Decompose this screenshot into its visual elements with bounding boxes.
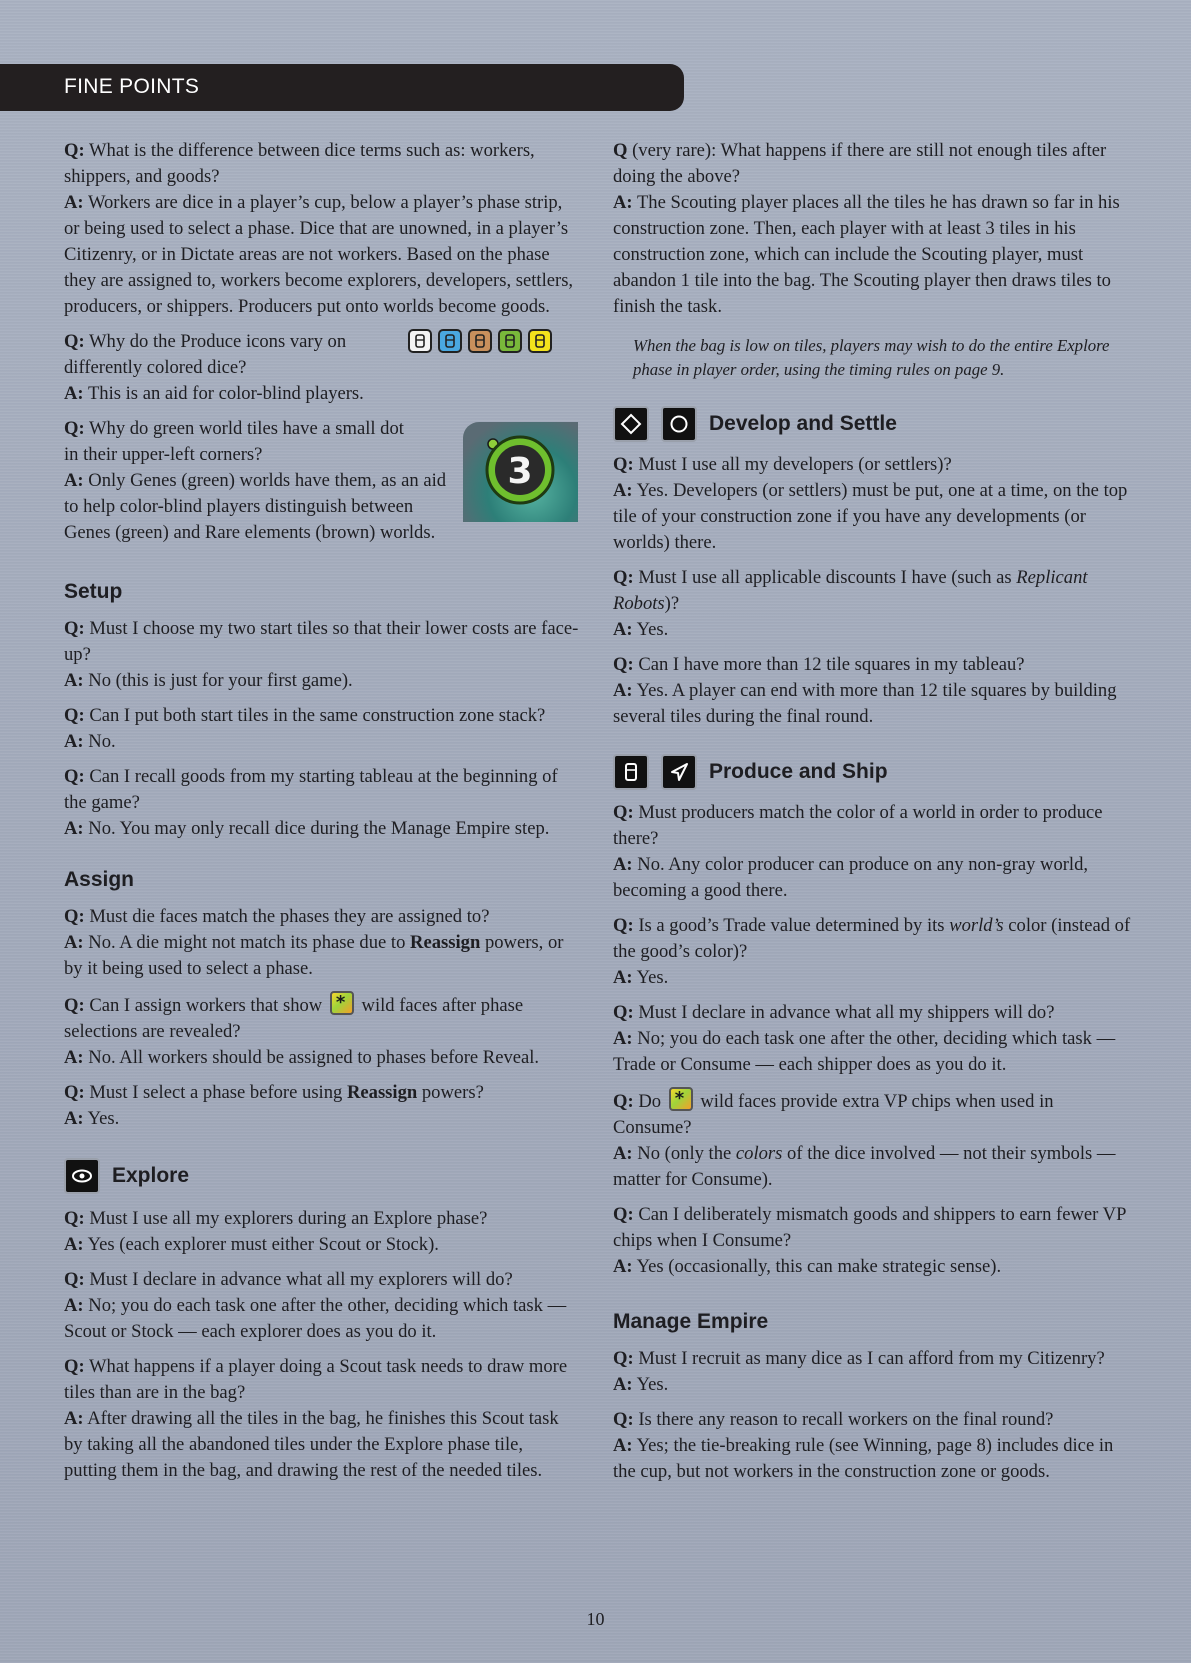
setup-qa-3: Q: Can I recall goods from my starting tableau at the beginning of the game? A: No. You may only recall dice during the Manage Empire step.: [64, 766, 558, 839]
develop-diamond-icon: [613, 406, 649, 442]
explore-qa-3: Q: What happens if a player doing a Scout task needs to draw more tiles than are in the bag? A: After drawing all the tiles in the bag, he finishes this Scout task by taking all the abandoned tiles under the Explore phase tile, putting them in the bag, and drawing the rest of the needed tiles.: [64, 1356, 568, 1481]
setup-qa-1: Q: Must I choose my two start tiles so that their lower costs are face-up? A: No (this is just for your first game).: [64, 618, 579, 691]
produce-qa-2: Q: Is a good’s Trade value determined by its world’s color (instead of the good’s color)? A: Yes.: [613, 915, 1131, 988]
assign-heading: Assign: [64, 868, 135, 891]
setup-qa-2: Q: Can I put both start tiles in the same construction zone stack? A: No.: [64, 705, 546, 752]
develop-settle-heading: Develop and Settle: [613, 406, 1133, 442]
setup-heading: Setup: [64, 580, 123, 603]
develop-qa-2: Q: Must I use all applicable discounts I have (such as Replicant Robots)? A: Yes.: [613, 567, 1088, 640]
manage-empire-heading: Manage Empire: [613, 1310, 769, 1333]
ship-rocket-icon: [661, 754, 697, 790]
rare-qa: Q (very rare): What happens if there are still not enough tiles after doing the above? A: The Scouting player places all the tiles he has drawn so far in his construction zone. Then, each player with at least 3 tiles in his construction zone, which can include the Scouting player, must abandon 1 tile into the bag. The Scouting player then draws tiles to finish the task.: [613, 140, 1120, 317]
intro-qa-3: Q: Why do green world tiles have a small dot in their upper-left corners? A: Only Genes (green) worlds have them, as an aid to help color-blind players distinguish between Genes (green) and Rare elements (brown) worlds.: [64, 418, 447, 543]
produce-icon-green: [498, 329, 522, 353]
explore-qa-2: Q: Must I declare in advance what all my explorers will do? A: No; you do each task one after the other, deciding which task — Scout or Stock — each explorer does as you do it.: [64, 1269, 567, 1342]
manage-qa-1: Q: Must I recruit as many dice as I can afford from my Citizenry? A: Yes.: [613, 1348, 1105, 1395]
tile-number: 3: [507, 451, 533, 492]
page-number: 10: [586, 1609, 605, 1629]
produce-icon-brown: [468, 329, 492, 353]
intro-qa-2: Q: Why do the Produce icons vary on differently colored dice? A: This is an aid for color-blind players.: [64, 329, 580, 407]
produce-icon-white: [408, 329, 432, 353]
assign-qa-1: Q: Must die faces match the phases they are assigned to? A: No. A die might not match its phase due to Reassign powers, or by it being used to select a phase.: [64, 906, 564, 979]
right-column: [613, 138, 1133, 1494]
develop-qa-1: Q: Must I use all my developers (or settlers)? A: Yes. Developers (or settlers) must be put, one at a time, on the top tile of your construction zone if you have any developments (or worlds) there.: [613, 454, 1128, 553]
assign-qa-2: Q: Can I assign workers that show * wild faces after phase selections are revealed? A: No. All workers should be assigned to phases before Reveal.: [64, 992, 540, 1068]
section-banner: [0, 64, 684, 111]
develop-qa-3: Q: Can I have more than 12 tile squares in my tableau? A: Yes. A player can end with more than 12 tile squares by building several tiles during the final round.: [613, 654, 1117, 727]
produce-icon-blue: [438, 329, 462, 353]
produce-icon: [613, 754, 649, 790]
settle-circle-icon: [661, 406, 697, 442]
banner-title: FINE POINTS: [64, 75, 200, 98]
manage-qa-2: Q: Is there any reason to recall workers on the final round? A: Yes; the tie-breaking rule (see Winning, page 8) includes dice in the cup, but not workers in the construction zone or goods.: [613, 1409, 1114, 1482]
produce-qa-5: Q: Can I deliberately mismatch goods and shippers to earn fewer VP chips when I Consume? A: Yes (occasionally, this can make strategic sense).: [613, 1204, 1126, 1277]
explore-heading: Explore: [64, 1158, 580, 1194]
assign-qa-3: Q: Must I select a phase before using Reassign powers? A: Yes.: [64, 1082, 484, 1129]
produce-dice-icons: [408, 329, 552, 353]
produce-qa-3: Q: Must I declare in advance what all my shippers will do? A: No; you do each task one after the other, deciding which task — Trade or Consume — each shipper does as you do it.: [613, 1002, 1116, 1075]
wild-face-icon: *: [669, 1087, 693, 1111]
explore-eye-icon: [64, 1158, 100, 1194]
produce-icon-yellow: [528, 329, 552, 353]
produce-qa-1: Q: Must producers match the color of a world in order to produce there? A: No. Any color producer can produce on any non-gray world, becoming a good there.: [613, 802, 1103, 901]
produce-qa-4: Q: Do * wild faces provide extra VP chips when used in Consume? A: No (only the colors of the dice involved — not their symbols — matter for Consume).: [613, 1088, 1116, 1190]
intro-qa-1: Q: What is the difference between dice terms such as: workers, shippers, and goods? A: Workers are dice in a player’s cup, below a player’s phase strip, or being used to select a phase. Dice that are unowned, in a player’s Citizenry, or in Dictate areas are not workers. Based on the phase they are assigned to, workers become explorers, developers, settlers, producers, or shippers. Producers put onto worlds become goods.: [64, 140, 574, 317]
left-column: [64, 138, 580, 1493]
explore-qa-1: Q: Must I use all my explorers during an Explore phase? A: Yes (each explorer must either Scout or Stock).: [64, 1208, 488, 1255]
produce-ship-heading: Produce and Ship: [613, 754, 1133, 790]
explore-timing-note: When the bag is low on tiles, players may wish to do the entire Explore phase in player order, using the timing rules on page 9.: [633, 336, 1110, 379]
wild-face-icon: *: [330, 991, 354, 1015]
